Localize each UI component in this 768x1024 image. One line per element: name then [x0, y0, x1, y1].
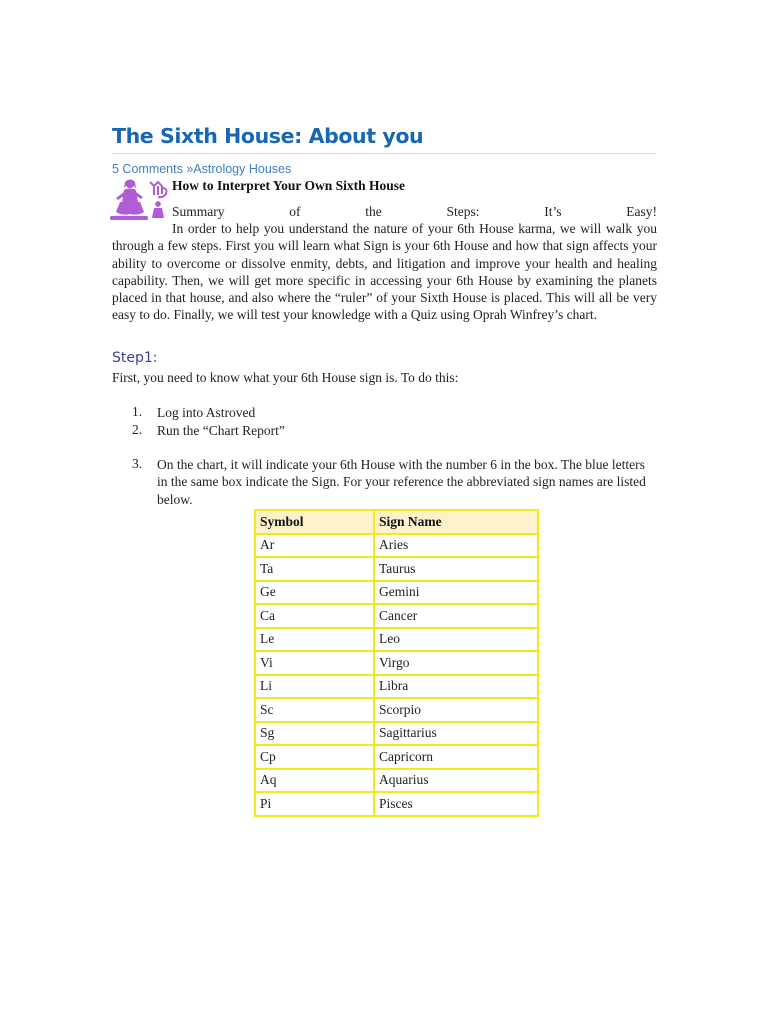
- sign-name-cell: Aquarius: [374, 769, 538, 793]
- sign-symbol-cell: Ar: [255, 534, 374, 558]
- sign-name-cell: Pisces: [374, 792, 538, 816]
- table-row: [255, 769, 538, 793]
- virgo-zodiac-figure-icon: [108, 178, 170, 222]
- summary-word: of: [289, 204, 301, 219]
- summary-line: [172, 204, 657, 220]
- category-link[interactable]: Astrology Houses: [193, 162, 292, 176]
- table-body: [255, 534, 538, 816]
- table-row: [255, 604, 538, 628]
- sign-symbol-cell: Sc: [255, 698, 374, 722]
- table-row: [255, 581, 538, 605]
- summary-word: It’s: [544, 204, 562, 219]
- summary-word: Easy!: [626, 204, 658, 219]
- table-row: [255, 557, 538, 581]
- sign-symbol-cell: Sg: [255, 722, 374, 746]
- title-divider: [112, 153, 656, 154]
- sign-name-cell: Aries: [374, 534, 538, 558]
- sign-name-cell: Capricorn: [374, 745, 538, 769]
- sign-name-cell: Scorpio: [374, 698, 538, 722]
- table-row: [255, 792, 538, 816]
- sign-name-cell: Virgo: [374, 651, 538, 675]
- list-item-text: Run the “Chart Report”: [157, 423, 285, 438]
- step1-text: First, you need to know what your 6th House sign is. To do this:: [112, 370, 459, 385]
- table-row: [255, 745, 538, 769]
- sign-name-cell: Taurus: [374, 557, 538, 581]
- list-item-text: Log into Astroved: [157, 405, 256, 420]
- column-header-symbol: Symbol: [255, 510, 374, 534]
- sign-symbol-cell: Le: [255, 628, 374, 652]
- summary-word: the: [365, 204, 382, 219]
- table-row: [255, 722, 538, 746]
- sign-symbol-cell: Cp: [255, 745, 374, 769]
- list-item-number: 1.: [132, 404, 143, 419]
- comments-link[interactable]: 5 Comments »: [112, 162, 194, 176]
- list-item-number: 3.: [132, 456, 143, 471]
- column-header-sign-name: Sign Name: [374, 510, 538, 534]
- intro-paragraph: In order to help you understand the nature of your 6th House karma, we will walk you through a few steps. First you will learn what Sign is your 6th House and how that sign affects your ability to overcome or dissolve enmity, debts, and litigation and improve your health and healing capability. Then, we will get more specific in accessing your 6th House by examining the planets placed in that house, and also where the “ruler” of your Sixth House is placed. This will all be very easy to do. Finally, we will test your knowledge with a Quiz using Oprah Winfrey’s chart.: [112, 221, 657, 323]
- table-row: [255, 651, 538, 675]
- sign-name-cell: Gemini: [374, 581, 538, 605]
- sign-symbol-cell: Pi: [255, 792, 374, 816]
- list-item-number: 2.: [132, 422, 143, 437]
- sign-symbol-cell: Ca: [255, 604, 374, 628]
- table-row: [255, 534, 538, 558]
- post-subheading: How to Interpret Your Own Sixth House: [172, 178, 406, 193]
- post-meta: [112, 162, 291, 176]
- step1-heading: Step1:: [112, 350, 158, 366]
- list-item-text: On the chart, it will indicate your 6th House with the number 6 in the box. The blue letters in the same box indicate the Sign. For your reference the abbreviated sign names are listed below.: [157, 457, 646, 507]
- post-title[interactable]: The Sixth House: About you: [112, 124, 424, 148]
- sign-symbol-cell: Ge: [255, 581, 374, 605]
- sign-symbol-cell: Aq: [255, 769, 374, 793]
- sign-name-cell: Sagittarius: [374, 722, 538, 746]
- summary-word: Summary: [172, 204, 225, 219]
- table-row: [255, 628, 538, 652]
- table-row: [255, 675, 538, 699]
- sign-name-cell: Libra: [374, 675, 538, 699]
- sign-name-cell: Cancer: [374, 604, 538, 628]
- sign-symbol-cell: Li: [255, 675, 374, 699]
- sign-name-cell: Leo: [374, 628, 538, 652]
- sign-abbreviation-table: [254, 509, 539, 817]
- sign-symbol-cell: Vi: [255, 651, 374, 675]
- sign-symbol-cell: Ta: [255, 557, 374, 581]
- table-header-row: [255, 510, 538, 534]
- table-row: [255, 698, 538, 722]
- summary-word: Steps:: [446, 204, 480, 219]
